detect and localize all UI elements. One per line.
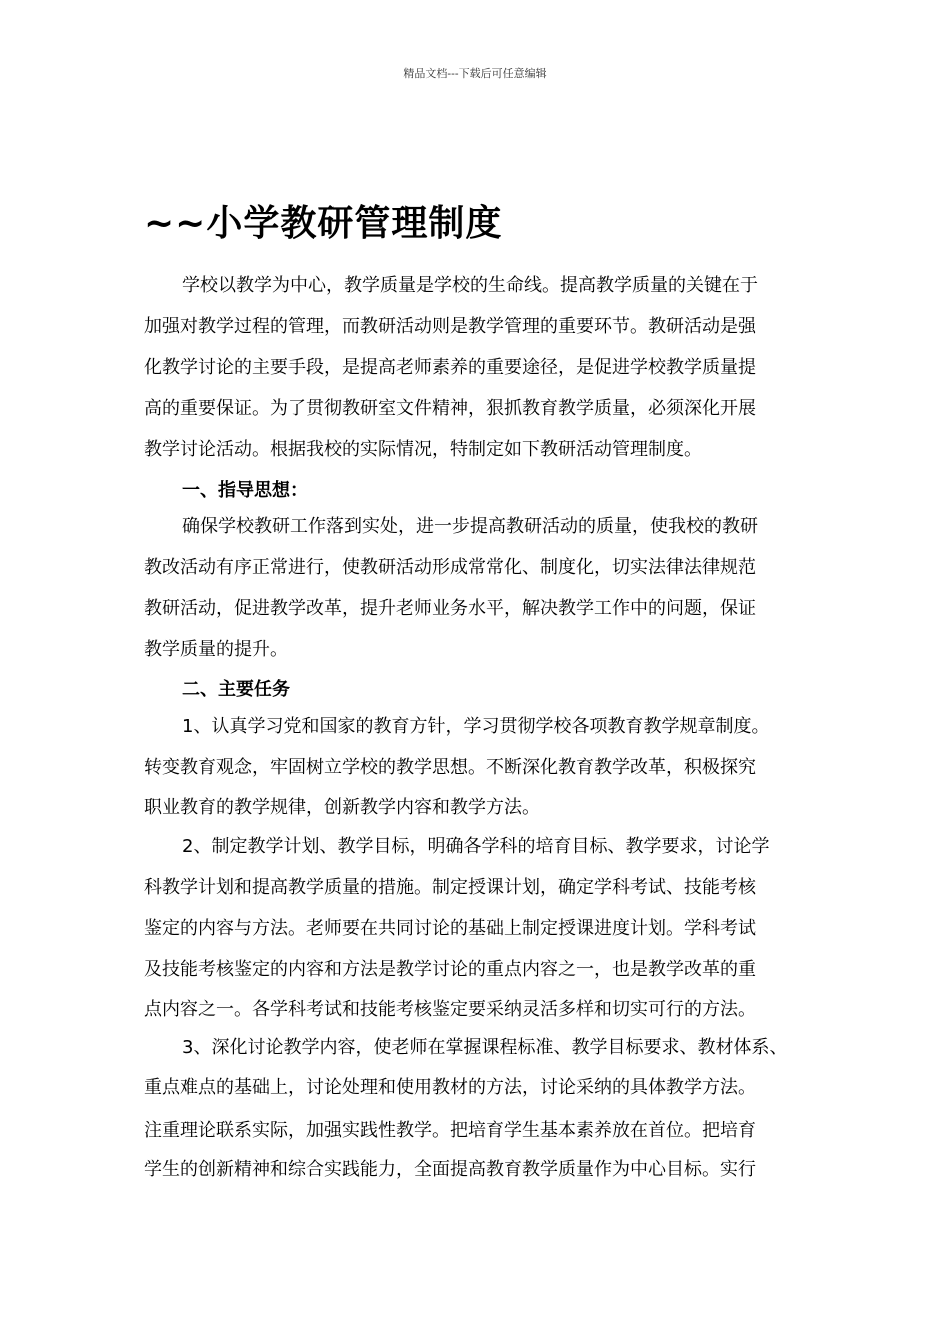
- paragraph-line: 确保学校教研工作落到实处，进一步提高教研活动的质量，使我校的教研: [182, 516, 758, 537]
- paragraph-line: 学生的创新精神和综合实践能力，全面提高教育教学质量作为中心目标。实行: [144, 1159, 756, 1180]
- paragraph-line: 教改活动有序正常进行，使教研活动形成常常化、制度化，切实法律法律规范: [144, 557, 756, 578]
- paragraph-line: 鉴定的内容与方法。老师要在共同讨论的基础上制定授课进度计划。学科考试: [144, 918, 756, 939]
- paragraph-line: 3、深化讨论教学内容，使老师在掌握课程标准、教学目标要求、教材体系、: [182, 1037, 788, 1058]
- paragraph-line: 2、制定教学计划、教学目标，明确各学科的培育目标、教学要求，讨论学: [182, 836, 770, 857]
- paragraph-line: 教学讨论活动。根据我校的实际情况，特制定如下教研活动管理制度。: [144, 439, 702, 460]
- section-heading: 一、指导思想：: [182, 480, 308, 501]
- paragraph-line: 教研活动，促进教学改革，提升老师业务水平，解决教学工作中的问题，保证: [144, 598, 756, 619]
- paragraph-line: 1、认真学习党和国家的教育方针，学习贯彻学校各项教育教学规章制度。: [182, 716, 770, 737]
- document-title: ~~小学教研管理制度: [144, 203, 503, 244]
- paragraph-line: 注重理论联系实际，加强实践性教学。把培育学生基本素养放在首位。把培育: [144, 1120, 756, 1141]
- paragraph-line: 加强对教学过程的管理，而教研活动则是教学管理的重要环节。教研活动是强: [144, 316, 756, 337]
- paragraph-line: 转变教育观念，牢固树立学校的教学思想。不断深化教育教学改革，积极探究: [144, 757, 756, 778]
- section-heading: 二、主要任务: [182, 679, 290, 700]
- paragraph-line: 重点难点的基础上，讨论处理和使用教材的方法，讨论采纳的具体教学方法。: [144, 1077, 756, 1098]
- paragraph-line: 学校以教学为中心，教学质量是学校的生命线。提高教学质量的关键在于: [182, 275, 758, 296]
- paragraph-line: 点内容之一。各学科考试和技能考核鉴定要采纳灵活多样和切实可行的方法。: [144, 999, 756, 1020]
- paragraph-line: 教学质量的提升。: [144, 639, 288, 660]
- paragraph-line: 科教学计划和提高教学质量的措施。制定授课计划，确定学科考试、技能考核: [144, 877, 756, 898]
- paragraph-line: 化教学讨论的主要手段，是提高老师素养的重要途径，是促进学校教学质量提: [144, 357, 756, 378]
- paragraph-line: 职业教育的教学规律，创新教学内容和教学方法。: [144, 797, 540, 818]
- paragraph-line: 及技能考核鉴定的内容和方法是教学讨论的重点内容之一，也是教学改革的重: [144, 959, 756, 980]
- paragraph-line: 高的重要保证。为了贯彻教研室文件精神，狠抓教育教学质量，必须深化开展: [144, 398, 756, 419]
- page-header: 精品文档---下载后可任意编辑: [403, 67, 547, 80]
